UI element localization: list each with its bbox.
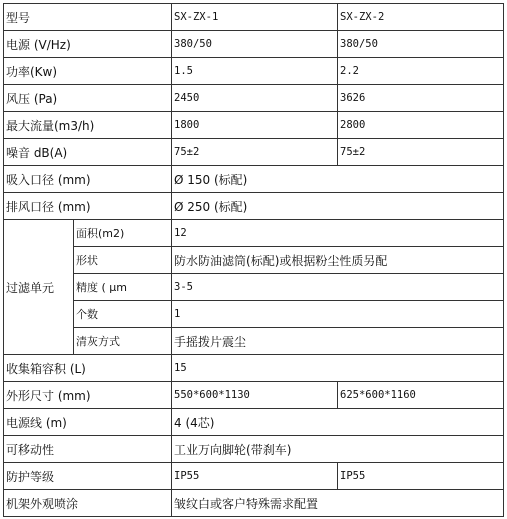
label-pressure: 风压 (Pa)	[4, 85, 172, 112]
value-noise-1: 75±2	[172, 139, 338, 166]
label-power: 功率(Kw)	[4, 58, 172, 85]
row-inlet-diameter	[4, 166, 504, 193]
label-power-cord: 电源线 (m)	[4, 409, 172, 436]
value-filter-area: 12	[172, 220, 504, 247]
label-protection-class: 防护等级	[4, 463, 172, 490]
value-protection-class-1: IP55	[172, 463, 338, 490]
value-power-2: 2.2	[338, 58, 504, 85]
label-noise: 噪音 dB(A)	[4, 139, 172, 166]
value-pressure-2: 3626	[338, 85, 504, 112]
label-model: 型号	[4, 4, 172, 31]
value-filter-precision: 3-5	[172, 274, 504, 301]
label-mobility: 可移动性	[4, 436, 172, 463]
row-filter-shape	[4, 247, 504, 274]
row-mobility	[4, 436, 504, 463]
row-outlet-diameter	[4, 193, 504, 220]
value-filter-cleaning: 手摇拨片震尘	[172, 328, 504, 355]
label-power-supply: 电源 (V/Hz)	[4, 31, 172, 58]
row-frame-coating	[4, 490, 504, 517]
label-bin-volume: 收集箱容积 (L)	[4, 355, 172, 382]
row-bin-volume	[4, 355, 504, 382]
value-model-1: SX-ZX-1	[172, 4, 338, 31]
label-filter-count: 个数	[74, 301, 172, 328]
row-filter-area	[4, 220, 504, 247]
value-inlet-diameter: Ø 150 (标配)	[172, 166, 504, 193]
row-dimensions	[4, 382, 504, 409]
row-filter-precision	[4, 274, 504, 301]
label-inlet-diameter: 吸入口径 (mm)	[4, 166, 172, 193]
label-filter-area: 面积(m2)	[74, 220, 172, 247]
value-mobility: 工业万向脚轮(带刹车)	[172, 436, 504, 463]
label-max-flow: 最大流量(m3/h)	[4, 112, 172, 139]
label-outlet-diameter: 排风口径 (mm)	[4, 193, 172, 220]
value-dimensions-1: 550*600*1130	[172, 382, 338, 409]
label-filter-unit: 过滤单元	[4, 220, 74, 355]
row-filter-count	[4, 301, 504, 328]
value-power-supply-2: 380/50	[338, 31, 504, 58]
row-power-supply	[4, 31, 504, 58]
value-model-2: SX-ZX-2	[338, 4, 504, 31]
value-power-cord: 4 (4芯)	[172, 409, 504, 436]
value-filter-shape: 防水防油滤筒(标配)或根据粉尘性质另配	[172, 247, 504, 274]
value-noise-2: 75±2	[338, 139, 504, 166]
value-protection-class-2: IP55	[338, 463, 504, 490]
row-power-cord	[4, 409, 504, 436]
value-power-1: 1.5	[172, 58, 338, 85]
value-frame-coating: 皱纹白或客户特殊需求配置	[172, 490, 504, 517]
row-pressure	[4, 85, 504, 112]
label-filter-precision: 精度 ( µm	[74, 274, 172, 301]
row-power	[4, 58, 504, 85]
row-model	[4, 4, 504, 31]
row-noise	[4, 139, 504, 166]
value-outlet-diameter: Ø 250 (标配)	[172, 193, 504, 220]
row-max-flow	[4, 112, 504, 139]
value-dimensions-2: 625*600*1160	[338, 382, 504, 409]
label-dimensions: 外形尺寸 (mm)	[4, 382, 172, 409]
label-frame-coating: 机架外观喷涂	[4, 490, 172, 517]
label-filter-shape: 形状	[74, 247, 172, 274]
value-max-flow-2: 2800	[338, 112, 504, 139]
row-filter-cleaning	[4, 328, 504, 355]
value-power-supply-1: 380/50	[172, 31, 338, 58]
row-protection-class	[4, 463, 504, 490]
value-max-flow-1: 1800	[172, 112, 338, 139]
spec-table	[3, 3, 504, 517]
value-pressure-1: 2450	[172, 85, 338, 112]
value-bin-volume: 15	[172, 355, 504, 382]
label-filter-cleaning: 清灰方式	[74, 328, 172, 355]
value-filter-count: 1	[172, 301, 504, 328]
